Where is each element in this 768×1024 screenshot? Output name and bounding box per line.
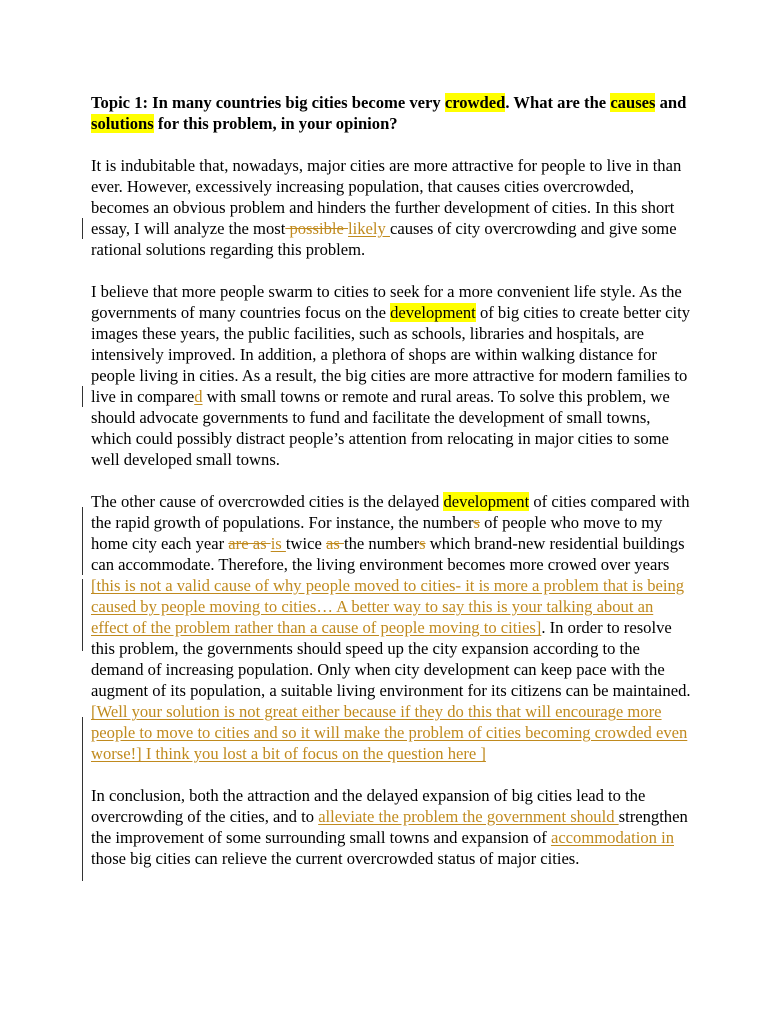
intro-paragraph	[91, 155, 691, 260]
deleted-text: are as	[228, 534, 271, 553]
change-bar	[82, 717, 83, 801]
paragraph-text: which brand-new residential buildings can accommodate. Therefore, the living environment becomes more crowed over years	[91, 534, 685, 574]
paragraph-text: twice	[285, 534, 326, 553]
highlight-development: development	[390, 303, 476, 322]
change-bar	[82, 507, 83, 575]
inserted-text: d	[194, 387, 203, 406]
paragraph-text: causes of city overcrowding and give some rational solutions regarding this problem.	[91, 219, 677, 259]
cause-one-paragraph	[91, 281, 691, 470]
deleted-text: s	[473, 513, 480, 532]
paragraph-text: It is indubitable that, nowadays, major cities are more attractive for people to live in than ever. However, excessively increasing population, that causes cities overcrowded, becomes an obvious problem and hinders the further development of cities. In this short essay, I will analyze the most	[91, 156, 682, 238]
paragraph-text: I believe that more people swarm to cities to seek for a more convenient life style. As the governments of many countries focus on the	[91, 282, 682, 322]
paragraph-text: In conclusion, both the attraction and the delayed expansion of big cities lead to the overcrowding of the cities, and to	[91, 786, 646, 826]
paragraph-text: strengthen the improvement of some surrounding small towns and expansion of	[91, 807, 688, 847]
paragraph-text: of big cities to create better city images these years, the public facilities, such as schools, libraries and hospitals, are intensively improved. In addition, a plethora of shops are within walking distance for people living in cities. As a result, the big cities are more attractive for modern families to live in compare	[91, 303, 691, 406]
inserted-text: likely	[348, 219, 390, 238]
paragraph-text: the number	[343, 534, 420, 553]
paragraph-text: The other cause of overcrowded cities is the delayed	[91, 492, 444, 511]
title-text: and	[655, 93, 687, 112]
inserted-text: is	[270, 534, 286, 553]
reviewer-comment: [this is not a valid cause of why people moved to cities- it is more a problem that is being caused by people moving to cities… A better way to say this is your talking about an effect of the problem rather than a cause of people moving to cities]	[91, 576, 685, 637]
paragraph-text: with small towns or remote and rural areas. To solve this problem, we should advocate governments to fund and facilitate the development of small towns, which could possibly distract people’s attention from relocating in major cities to some well developed small towns.	[91, 387, 670, 469]
paragraph-text: those big cities can relieve the current overcrowded status of major cities.	[91, 849, 580, 868]
change-bar	[82, 218, 83, 239]
inserted-text: accommodation in	[550, 828, 674, 847]
highlight-crowded: crowded	[444, 93, 506, 112]
change-bar	[82, 386, 83, 407]
conclusion-paragraph	[91, 785, 691, 869]
deleted-text: as	[326, 534, 344, 553]
highlight-solutions: solutions	[91, 114, 154, 133]
paragraph-text: of people who move to my home city each year	[91, 513, 663, 553]
change-bar	[82, 801, 83, 881]
highlight-causes: causes	[610, 93, 656, 112]
deleted-text: s	[419, 534, 426, 553]
title-text: . What are the	[505, 93, 611, 112]
cause-two-paragraph	[91, 491, 691, 764]
title-text: Topic 1: In many countries big cities become very	[91, 93, 445, 112]
inserted-text: alleviate the problem the government should	[318, 807, 619, 826]
title-text: for this problem, in your opinion?	[153, 114, 398, 133]
deleted-text: possible	[285, 219, 349, 238]
change-bar	[82, 579, 83, 651]
highlight-development: development	[443, 492, 530, 511]
paragraph-text: . In order to resolve this problem, the governments should speed up the city expansion according to the demand of increasing population. Only when city development can keep pace with the augment of its population, a suitable living environment for its citizens can be maintained.	[91, 618, 691, 700]
paragraph-text: of cities compared with the rapid growth of populations. For instance, the number	[91, 492, 690, 532]
document-page	[91, 92, 691, 890]
topic-title	[91, 92, 691, 134]
reviewer-comment: [Well your solution is not great either because if they do this that will encourage more people to move to cities and so it will make the problem of cities becoming crowded even worse!] I think you lost a bit of focus on the question here ]	[91, 702, 688, 763]
